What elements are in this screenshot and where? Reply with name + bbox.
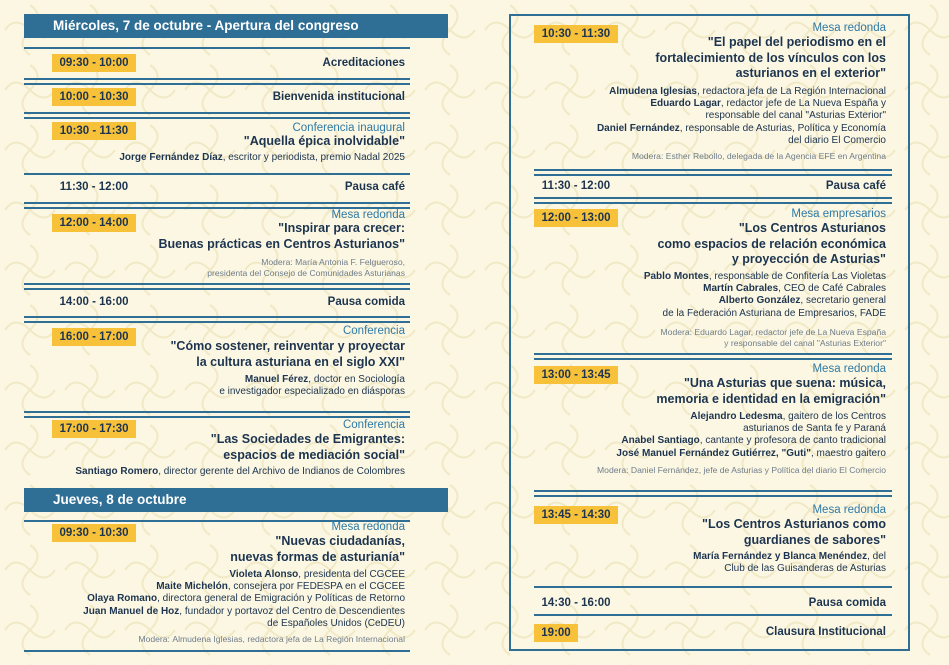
time-badge: 09:30 - 10:00 xyxy=(52,54,136,72)
divider xyxy=(534,174,892,176)
speakers: Violeta Alonso, presidenta del CGCEE Maite Michelón, consejera por FEDESPA en el CGCEE Olaya Romano, directora general de Emigración y Políticas de Retorno Juan Manuel de Hoz, fundador y portavoz del Centro de Descendientes de Españoles Unidos (CeDEU) xyxy=(83,569,405,629)
time-badge: 13:45 - 14:30 xyxy=(534,506,618,524)
divider xyxy=(24,650,410,652)
speakers: Manuel Férez, doctor en Sociología e investigador especializado en diásporas xyxy=(219,374,405,398)
divider xyxy=(24,202,410,204)
divider xyxy=(24,321,410,323)
time-badge: 11:30 - 12:00 xyxy=(59,181,129,193)
time-badge: 12:00 - 13:00 xyxy=(534,209,618,227)
divider xyxy=(534,353,892,355)
session-type: Mesa redonda xyxy=(812,504,886,516)
divider xyxy=(24,288,410,290)
speakers: Alejandro Ledesma, gaitero de los Centros asturianos de Santa fe y Paraná Anabel Santiago, cantante y profesora de canto tradicional José Manuel Fernández Gutiérrez, "Guti", maestro gaitero xyxy=(616,411,886,459)
moderator: Modera: Eduardo Lagar, redactor jefe de La Nueva España y responsable del canal "Asturias Exterior" xyxy=(660,327,886,348)
session-type: Mesa redonda xyxy=(812,22,886,34)
session-title: "Una Asturias que suena: música, memoria e identidad en la emigración" xyxy=(656,376,886,406)
session-label: Pausa café xyxy=(825,180,886,192)
session-title: "El papel del periodismo en el fortalecimiento de los vínculos con los asturianos en el exterior" xyxy=(655,35,886,80)
divider xyxy=(24,78,410,80)
divider xyxy=(534,614,892,616)
right-column xyxy=(509,14,910,651)
session-type: Mesa redonda xyxy=(331,209,405,221)
time-badge: 19:00 xyxy=(534,624,578,642)
speakers: Santiago Romero, director gerente del Archivo de Indianos de Colombres xyxy=(75,466,405,477)
session-title: "Los Centros Asturianos como guardianes de sabores" xyxy=(702,517,886,547)
session-label: Pausa café xyxy=(344,181,405,193)
time-badge: 14:30 - 16:00 xyxy=(541,597,611,609)
divider xyxy=(534,495,892,497)
day-header-wednesday: Miércoles, 7 de octubre - Apertura del congreso xyxy=(24,14,448,38)
divider xyxy=(534,202,892,204)
left-column xyxy=(24,14,448,665)
time-badge: 09:30 - 10:30 xyxy=(52,524,136,542)
time-badge: 10:30 - 11:30 xyxy=(52,122,136,140)
divider xyxy=(534,490,892,492)
day-header-thursday: Jueves, 8 de octubre xyxy=(24,488,448,512)
divider xyxy=(24,173,410,175)
divider xyxy=(24,283,410,285)
divider xyxy=(24,117,410,119)
divider xyxy=(24,316,410,318)
speakers: María Fernández y Blanca Menéndez, del Club de las Guisanderas de Asturias xyxy=(693,551,886,575)
moderator: Modera: Daniel Fernández, jefe de Asturias y Política del diario El Comercio xyxy=(597,465,886,475)
session-title: "Las Sociedades de Emigrantes: espacios de mediación social" xyxy=(210,432,405,462)
session-type: Conferencia inaugural xyxy=(292,122,405,134)
divider xyxy=(24,416,410,418)
time-badge: 16:00 - 17:00 xyxy=(52,328,136,346)
divider xyxy=(534,169,892,171)
moderator: Modera: Esther Rebollo, delegada de la Agencia EFE en Argentina xyxy=(631,151,886,161)
speakers: Almudena Iglesias, redactora jefa de La Región Internacional Eduardo Lagar, redactor jefe de La Nueva España y responsable del canal "Asturias Exterior" Daniel Fernández, responsable de Asturias, Política y Economía del diario El Comercio xyxy=(596,86,886,146)
session-title: "Los Centros Asturianos como espacios de relación económica y proyección de Asturias" xyxy=(657,221,886,266)
session-label: Acreditaciones xyxy=(322,57,405,69)
session-type: Conferencia xyxy=(342,419,405,431)
speakers: Pablo Montes, responsable de Confitería Las Violetas Martín Cabrales, CEO de Café Cabrales Alberto González, secretario general de la Federación Asturiana de Empresarios, FADE xyxy=(643,271,886,319)
time-badge: 10:00 - 10:30 xyxy=(52,88,136,106)
divider xyxy=(24,47,410,49)
time-badge: 12:00 - 14:00 xyxy=(52,214,136,232)
divider xyxy=(534,358,892,360)
divider xyxy=(24,411,410,413)
session-type: Conferencia xyxy=(342,325,405,337)
time-badge: 11:30 - 12:00 xyxy=(541,180,611,192)
session-type: Mesa empresarios xyxy=(791,208,886,220)
session-label: Clausura Institucional xyxy=(765,626,886,638)
session-label: Pausa comida xyxy=(327,296,405,308)
time-badge: 17:00 - 17:30 xyxy=(52,420,136,438)
time-badge: 13:00 - 13:45 xyxy=(534,366,618,384)
divider xyxy=(24,112,410,114)
session-label: Bienvenida institucional xyxy=(272,91,405,103)
session-title: "Inspirar para crecer: Buenas prácticas en Centros Asturianos" xyxy=(158,221,405,251)
session-title: "Nuevas ciudadanías, nuevas formas de asturianía" xyxy=(230,534,405,564)
divider xyxy=(534,586,892,588)
divider xyxy=(534,197,892,199)
session-title: "Aquella épica inolvidable" xyxy=(243,134,405,148)
time-badge: 10:30 - 11:30 xyxy=(534,25,618,43)
moderator: Modera: María Antonia F. Felgueroso, presidenta del Consejo de Comunidades Asturianas xyxy=(207,257,405,278)
session-title: "Cómo sostener, reinventar y proyectar la cultura asturiana en el siglo XXI" xyxy=(170,339,405,369)
session-type: Mesa redonda xyxy=(331,521,405,533)
session-type: Mesa redonda xyxy=(812,363,886,375)
speakers: Jorge Fernández Díaz, escritor y periodista, premio Nadal 2025 xyxy=(119,152,405,163)
divider xyxy=(24,83,410,85)
time-badge: 14:00 - 16:00 xyxy=(59,296,129,308)
session-label: Pausa comida xyxy=(808,597,886,609)
moderator: Moderа: Almudena Iglesias, redactora jefa de La Región Internacional xyxy=(138,634,405,644)
